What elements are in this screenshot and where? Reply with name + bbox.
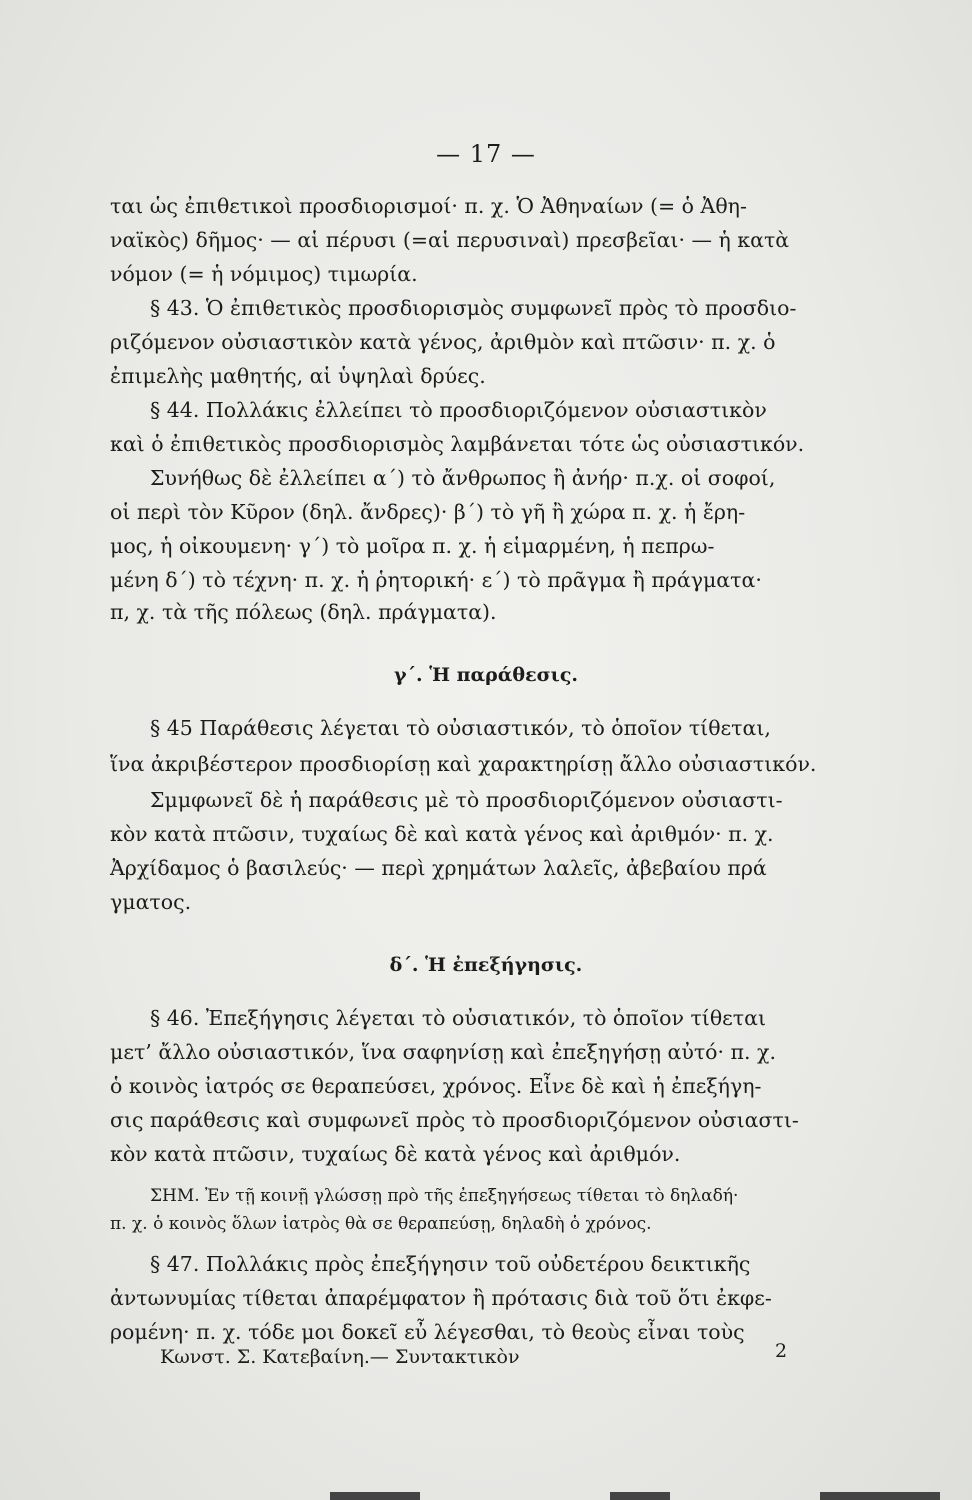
paragraph-44-start: § 44. Πολλάκις ἐλλείπει τὸ προσδιοριζόμενον οὐσιαστικὸν (150, 398, 767, 422)
bleed-through-mark (610, 1492, 670, 1500)
footer-author: Κωνστ. Σ. Κατεβαίνη.— Συντακτικὸν (160, 1346, 520, 1368)
signature-mark: 2 (775, 1340, 788, 1362)
text-line: ὁ κοινὸς ἰατρός σε θεραπεύσει, χρόνος. Εἶνε δὲ καὶ ἡ ἐπεξήγη- (110, 1074, 762, 1098)
text-line: ρομένη· π. χ. τόδε μοι δοκεῖ εὖ λέγεσθαι, τὸ θεοὺς εἶναι τοὺς (110, 1320, 745, 1344)
bleed-through-mark (820, 1492, 940, 1500)
text-line: Ἀρχίδαμος ὁ βασιλεύς· — περὶ χρημάτων λαλεῖς, ἀβεβαίου πρά (110, 856, 767, 880)
section-heading-parathesis: γ΄. Ἡ παράθεσις. (393, 664, 579, 686)
text-line: σις παράθεσις καὶ συμφωνεῖ πρὸς τὸ προσδιοριζόμενον οὐσιαστι- (110, 1108, 799, 1132)
paragraph-47-start: § 47. Πολλάκις πρὸς ἐπεξήγησιν τοῦ οὐδετέρου δεικτικῆς (150, 1252, 751, 1276)
note-line: ΣΗΜ. Ἐν τῇ κοινῇ γλώσσῃ πρὸ τῆς ἐπεξηγήσεως τίθεται τὸ δηλαδή· (150, 1186, 739, 1206)
text-line: μετ’ ἄλλο οὐσιαστικόν, ἵνα σαφηνίσῃ καὶ ἐπεξηγήσῃ αὐτό· π. χ. (110, 1040, 776, 1064)
text-line: γματος. (110, 890, 192, 914)
text-line: ριζόμενον οὐσιαστικὸν κατὰ γένος, ἀριθμὸν καὶ πτῶσιν· π. χ. ὁ (110, 330, 776, 354)
text-line: κὸν κατὰ πτῶσιν, τυχαίως δὲ καὶ κατὰ γένος καὶ ἀριθμόν· π. χ. (110, 822, 774, 846)
section-heading-epexegesis: δ΄. Ἡ ἐπεξήγησις. (389, 954, 583, 976)
note-line: π. χ. ὁ κοινὸς ὅλων ἰατρὸς θὰ σε θεραπεύσῃ, δηλαδὴ ὁ χρόνος. (110, 1214, 652, 1234)
text-line: ναϊκὸς) δῆμος· — αἱ πέρυσι (=αἱ περυσιναὶ) πρεσβεῖαι· — ἡ κατὰ (110, 228, 790, 252)
text-line: ται ὡς ἐπιθετικοὶ προσδιορισμοί· π. χ. Ὁ Ἀθηναίων (= ὁ Ἀθη- (110, 194, 747, 218)
paragraph-45-start: § 45 Παράθεσις λέγεται τὸ οὐσιαστικόν, τὸ ὁποῖον τίθεται, (150, 716, 771, 740)
text-line: ἵνα ἀκριβέστερον προσδιορίσῃ καὶ χαρακτηρίσῃ ἄλλο οὐσιαστικόν. (110, 752, 817, 776)
text-line: Συνήθως δὲ ἐλλείπει α΄) τὸ ἄνθρωπος ἢ ἀνήρ· π.χ. οἱ σοφοί, (150, 466, 776, 490)
text-line: κὸν κατὰ πτῶσιν, τυχαίως δὲ κατὰ γένος καὶ ἀριθμόν. (110, 1142, 681, 1166)
text-line: οἱ περὶ τὸν Κῦρον (δηλ. ἄνδρες)· β΄) τὸ γῆ ἢ χώρα π. χ. ἡ ἔρη- (110, 500, 746, 524)
text-line: καὶ ὁ ἐπιθετικὸς προσδιορισμὸς λαμβάνεται τότε ὡς οὐσιαστικόν. (110, 432, 805, 456)
page-number: — 17 — (436, 140, 536, 168)
paragraph-46-start: § 46. Ἐπεξήγησις λέγεται τὸ οὐσιατικόν, τὸ ὁποῖον τίθεται (150, 1006, 767, 1030)
text-line: μος, ἡ οἰκουμενη· γ΄) τὸ μοῖρα π. χ. ἡ εἱμαρμένη, ἡ πεπρω- (110, 534, 715, 558)
text-line: νόμον (= ἡ νόμιμος) τιμωρία. (110, 262, 418, 286)
text-line: μένη δ΄) τὸ τέχνη· π. χ. ἡ ῥητορική· ε΄) τὸ πρᾶγμα ἢ πράγματα· (110, 568, 762, 592)
text-line: ἐπιμελὴς μαθητής, αἱ ὑψηλαὶ δρύες. (110, 364, 486, 388)
paragraph-43-start: § 43. Ὁ ἐπιθετικὸς προσδιορισμὸς συμφωνεῖ πρὸς τὸ προσδιο- (150, 296, 797, 320)
text-line: ἀντωνυμίας τίθεται ἀπαρέμφατον ἢ πρότασις διὰ τοῦ ὅτι ἐκφε- (110, 1286, 772, 1310)
text-line: Σμμφωνεῖ δὲ ἡ παράθεσις μὲ τὸ προσδιοριζόμενον οὐσιαστι- (150, 788, 783, 812)
text-line: π, χ. τὰ τῆς πόλεως (δηλ. πράγματα). (110, 600, 497, 624)
bleed-through-mark (330, 1492, 420, 1500)
